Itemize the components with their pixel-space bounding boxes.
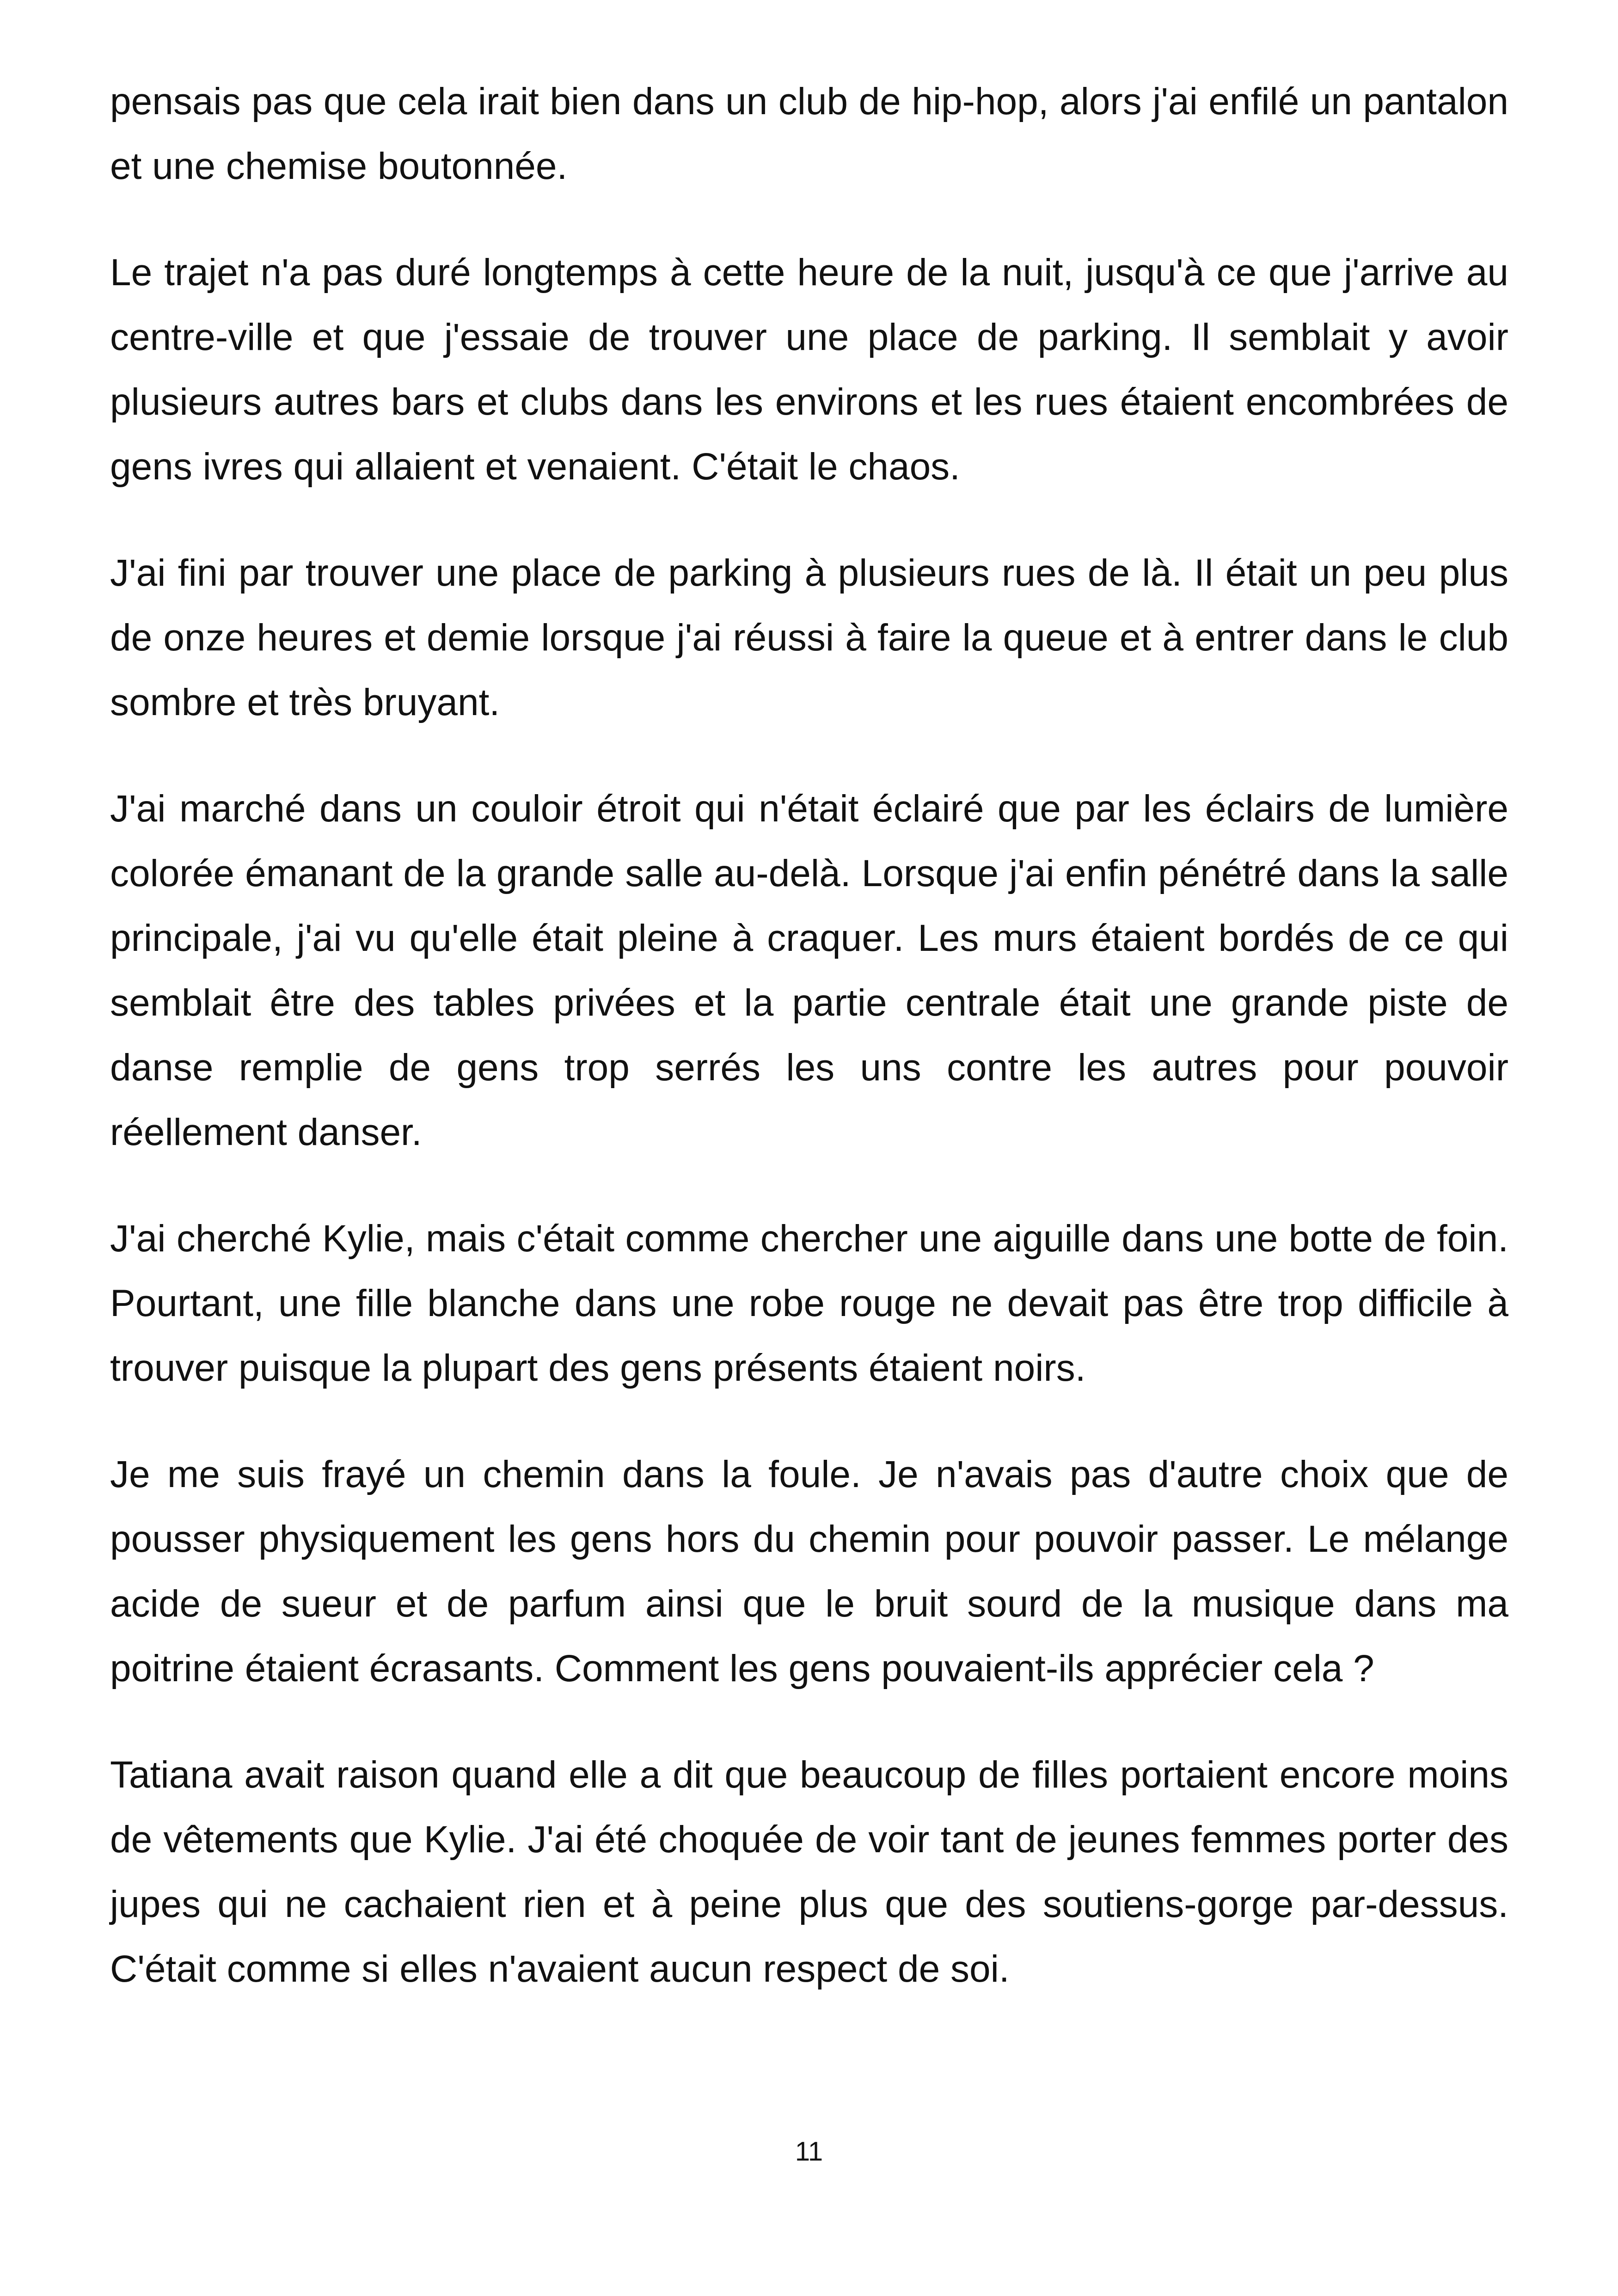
paragraph: J'ai marché dans un couloir étroit qui n'était éclairé que par les éclairs de lumière colorée émanant de la grande salle au-delà. Lorsque j'ai enfin pénétré dans la salle principale, j'ai vu qu'elle était pleine à craquer. Les murs étaient bordés de ce qui semblait être des tables privées et la partie centrale était une grande piste de danse remplie de gens trop serrés les uns contre les autres pour pouvoir réellement danser. — [110, 788, 1508, 1153]
paragraph: Je me suis frayé un chemin dans la foule. Je n'avais pas d'autre choix que de pousser physiquement les gens hors du chemin pour pouvoir passer. Le mélange acide de sueur et de parfum ainsi que le bruit sourd de la musique dans ma poitrine étaient écrasants. Comment les gens pouvaient-ils apprécier cela ? — [110, 1453, 1508, 1690]
paragraph: pensais pas que cela irait bien dans un club de hip-hop, alors j'ai enfilé un pantalon et une chemise boutonnée. — [110, 80, 1508, 187]
paragraph: Le trajet n'a pas duré longtemps à cette heure de la nuit, jusqu'à ce que j'arrive au centre-ville et que j'essaie de trouver une place de parking. Il semblait y avoir plusieurs autres bars et clubs dans les environs et les rues étaient encombrées de gens ivres qui allaient et venaient. C'était le chaos. — [110, 251, 1508, 488]
page-number: 11 — [795, 2137, 823, 2167]
paragraph: J'ai fini par trouver une place de parking à plusieurs rues de là. Il était un peu plus de onze heures et demie lorsque j'ai réussi à faire la queue et à entrer dans le club sombre et très bruyant. — [110, 552, 1508, 723]
paragraph: J'ai cherché Kylie, mais c'était comme chercher une aiguille dans une botte de foin. Pourtant, une fille blanche dans une robe rouge ne devait pas être trop difficile à trouver puisque la plupart des gens présents étaient noirs. — [110, 1218, 1508, 1389]
body-text — [110, 69, 1508, 2043]
paragraph: Tatiana avait raison quand elle a dit que beaucoup de filles portaient encore moins de vêtements que Kylie. J'ai été choquée de voir tant de jeunes femmes porter des jupes qui ne cachaient rien et à peine plus que des soutiens-gorge par-dessus. C'était comme si elles n'avaient aucun respect de soi. — [110, 1754, 1508, 1990]
